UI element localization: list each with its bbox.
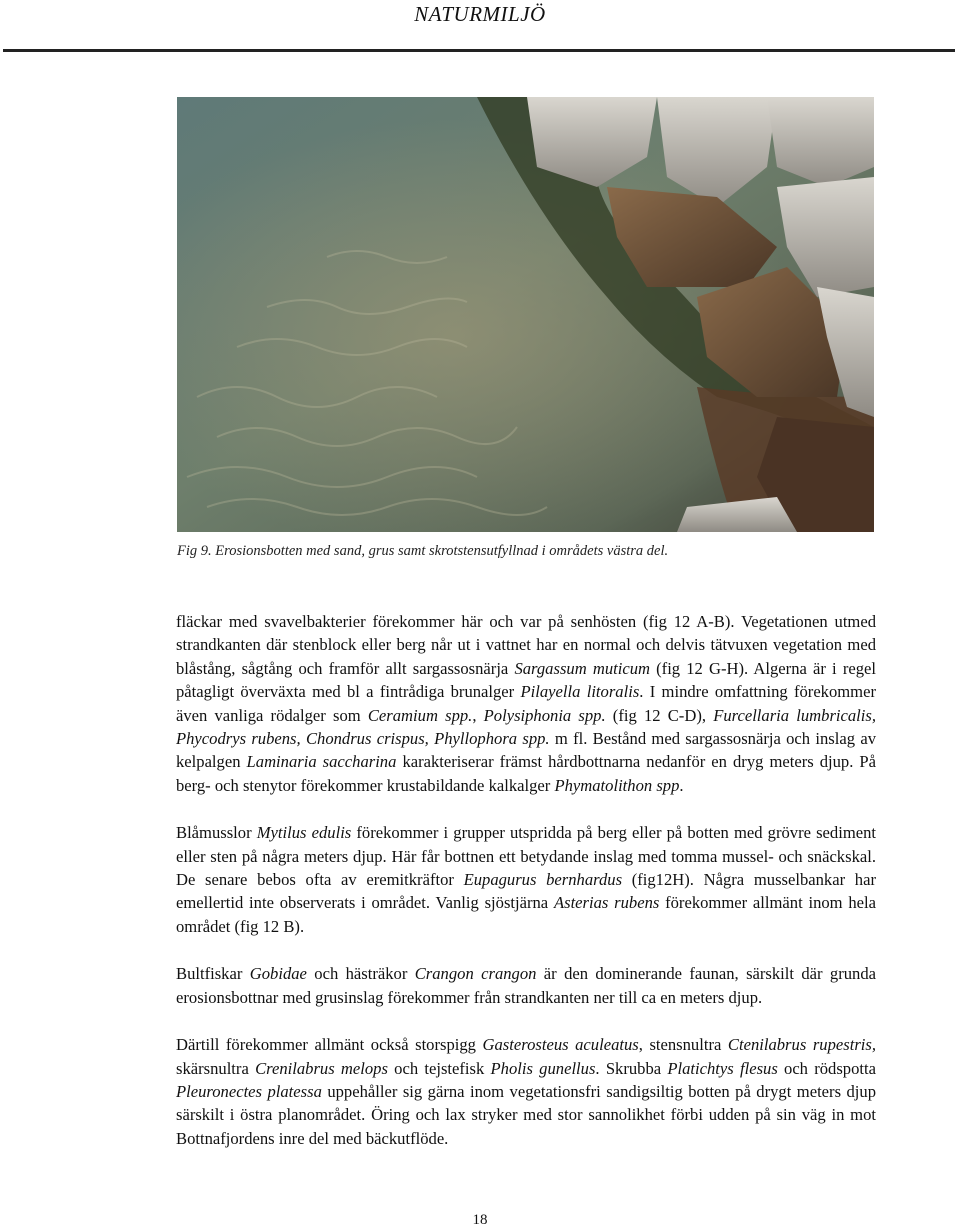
text-run: och rödspotta bbox=[777, 1058, 876, 1078]
header-title: NATURMILJÖ bbox=[414, 2, 546, 26]
species-name: Pholis gunellus bbox=[490, 1058, 596, 1078]
species-name: Crangon crangon bbox=[414, 964, 537, 984]
text-run: karakteriserar främst hårdbottnarna nedanför en dryg meters djup. På berg- och stenytor förekommer krustabildande kalkalger bbox=[176, 752, 876, 795]
text-run: Blåmusslor bbox=[176, 823, 257, 843]
text-run: Bultfiskar bbox=[176, 964, 250, 984]
text-run: och tejstefisk bbox=[387, 1058, 491, 1078]
species-name: Crenilabrus melops bbox=[255, 1058, 388, 1078]
paragraph bbox=[176, 821, 876, 938]
species-name: Polysiphonia spp. bbox=[483, 705, 606, 725]
species-name: Pilayella litoralis bbox=[520, 682, 640, 702]
text-run: , stensnultra bbox=[638, 1035, 728, 1055]
species-name: Sargassum muticum bbox=[514, 658, 650, 678]
body-text bbox=[176, 610, 876, 1174]
paragraph bbox=[176, 962, 876, 1009]
species-name: Laminaria saccharina bbox=[246, 752, 397, 772]
text-run: förekommer allmänt inom hela området (fig 12 B). bbox=[176, 893, 877, 936]
species-name: Eupagurus bernhardus bbox=[463, 870, 623, 890]
text-run: (fig 12 G-H). Algerna är i regel påtagligt överväxta med bl a fintrådiga brunalger bbox=[176, 658, 876, 702]
text-run: skärsnultra bbox=[176, 1058, 256, 1078]
species-name: Furcellaria lumbricalis, Phycodrys rubens, Chondrus crispus, Phyllophora spp. bbox=[176, 705, 877, 749]
text-run: förekommer i grupper utspridda på berg eller på botten med grövre sediment eller sten på några meters djup. Här får bottnen ett betydande inslag med tomma mussel- och snäckskal. De senare bebos ofta av eremitkräftor bbox=[176, 823, 877, 890]
text-run: och hästräkor bbox=[306, 964, 415, 984]
text-run: , bbox=[472, 705, 484, 725]
text-run: (fig 12 C-D), bbox=[605, 705, 714, 725]
text-run: uppehåller sig gärna inom vegetationsfri sandigsiltig botten på drygt meters djup särskilt i östra planområdet. Öring och lax stryker med stor sannolikhet förbi udden på sin väg in mot Bottnafjordens inre del med bäckutflöde. bbox=[176, 1081, 876, 1148]
text-run: . I mindre omfattning förekommer även vanliga rödalger som bbox=[176, 682, 876, 725]
species-name: Ctenilabrus rupestris, bbox=[727, 1035, 876, 1055]
text-run: m fl. Bestånd med sargassosnärja och inslag av kelpalgen bbox=[176, 729, 876, 772]
species-name: Mytilus edulis bbox=[256, 823, 352, 843]
text-run: är den dominerande faunan, särskilt där grunda erosionsbottnar med grusinslag förekommer från strandkanten ner till ca en meters djup. bbox=[176, 964, 877, 1007]
species-name: Phymatolithon spp bbox=[554, 775, 680, 795]
species-name: Gobidae bbox=[249, 964, 307, 984]
species-name: Ceramium spp. bbox=[367, 705, 473, 725]
text-run: . Skrubba bbox=[595, 1058, 668, 1078]
species-name: Pleuronectes platessa bbox=[176, 1081, 322, 1101]
figure-photo bbox=[177, 97, 874, 532]
text-run: Därtill förekommer allmänt också storspigg bbox=[176, 1035, 483, 1055]
text-run: fläckar med svavelbakterier förekommer här och var på senhösten (fig 12 A-B). Vegetationen utmed strandkanten där stenblock eller berg når ut i vattnet har en normal och delvis tätvuxen vegetation med blåstång, sågtång och framför allt sargassosnärja bbox=[176, 612, 876, 678]
header-rule bbox=[3, 49, 955, 52]
species-name: Platichtys flesus bbox=[667, 1058, 778, 1078]
figure-caption: Fig 9. Erosionsbotten med sand, grus samt skrotstensutfyllnad i områdets västra del. bbox=[177, 543, 669, 559]
paragraph bbox=[176, 1033, 876, 1150]
text-run: (fig12H). Några musselbankar har emellertid inte observerats i området. Vanlig sjöstjärna bbox=[176, 870, 876, 913]
paragraph bbox=[176, 610, 876, 797]
page-number: 18 bbox=[472, 1212, 488, 1228]
species-name: Gasterosteus aculeatus bbox=[482, 1035, 639, 1055]
page-header bbox=[0, 0, 960, 52]
species-name: Asterias rubens bbox=[553, 893, 660, 913]
text-run: . bbox=[679, 775, 684, 795]
